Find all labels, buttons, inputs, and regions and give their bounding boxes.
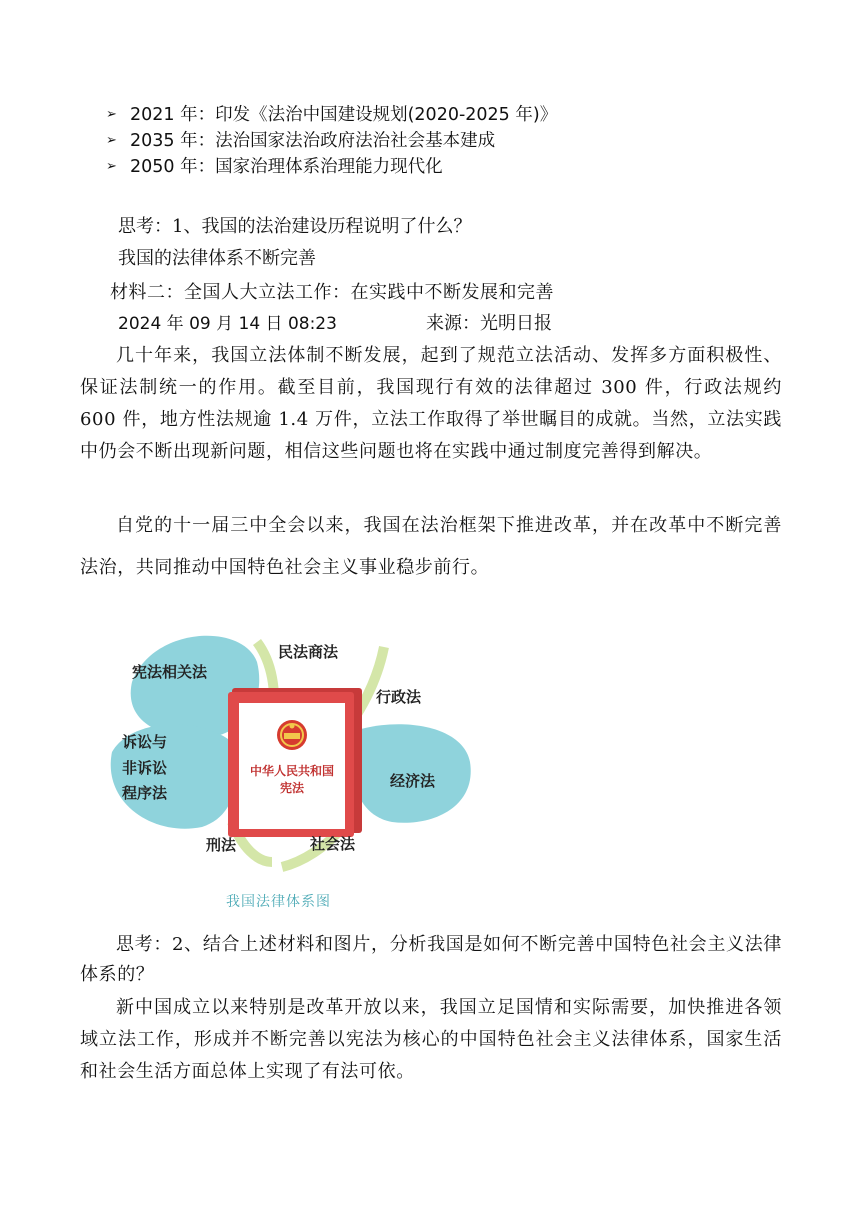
list-item-text: 2021 年：印发《法治中国建设规划(2020-2025 年)》 xyxy=(130,105,558,125)
label-xingzheng: 行政法 xyxy=(376,688,422,706)
material-2-date: 2024 年 09 月 14 日 08:23 xyxy=(118,314,337,334)
arrow-bullet-icon: ➢ xyxy=(106,159,117,174)
timeline-list xyxy=(106,102,557,180)
list-item xyxy=(106,128,557,154)
material-2-title: 材料二：全国人大立法工作：在实践中不断发展和完善 xyxy=(110,282,554,303)
question-2: 思考：2、结合上述材料和图片，分析我国是如何不断完善中国特色社会主义法律体系的？ xyxy=(80,934,782,985)
section-subheading: 我国的法律体系不断完善 xyxy=(118,248,316,269)
label-susong-3: 程序法 xyxy=(122,784,168,802)
legal-system-diagram xyxy=(92,622,492,922)
material-2-source: 来源：光明日报 xyxy=(426,313,552,334)
book-subtitle: 宪法 xyxy=(279,781,305,795)
paragraph-legislation: 几十年来，我国立法体制不断发展，起到了规范立法活动、发挥多方面积极性、保证法制统一的作用。截至目前，我国现行有效的法律超过 300 件，行政法规约 600 件，地方性法规逾 1.4 万件，立法工作取得了举世瞩目的成就。当然，立法实践中仍会不断出现新问题，相信这些问题也将在实践中通过制度完善得到解决。 xyxy=(80,345,782,462)
label-xianfa: 宪法相关法 xyxy=(132,663,208,681)
book-title: 中华人民共和国 xyxy=(249,764,335,778)
national-emblem-icon xyxy=(277,720,307,750)
diagram-caption: 我国法律体系图 xyxy=(226,894,331,910)
label-jingji: 经济法 xyxy=(390,772,436,790)
paragraph-conclusion: 新中国成立以来特别是改革开放以来，我国立足国情和实际需要，加快推进各领域立法工作，形成并不断完善以宪法为核心的中国特色社会主义法律体系，国家生活和社会生活方面总体上实现了有法可依。 xyxy=(80,997,782,1082)
constitution-book xyxy=(228,688,362,837)
arrow-bullet-icon: ➢ xyxy=(106,107,117,122)
label-shehui: 社会法 xyxy=(310,835,356,853)
arrow-bullet-icon: ➢ xyxy=(106,133,117,148)
paragraph-reform: 自党的十一届三中全会以来，我国在法治框架下推进改革，并在改革中不断完善法治，共同推动中国特色社会主义事业稳步前行。 xyxy=(80,515,782,578)
list-item-text: 2050 年：国家治理体系治理能力现代化 xyxy=(130,157,443,177)
label-minfa: 民法商法 xyxy=(278,643,339,661)
list-item xyxy=(106,102,557,128)
label-xingfa: 刑法 xyxy=(206,836,237,854)
label-susong-2: 非诉讼 xyxy=(122,759,168,777)
label-susong-1: 诉讼与 xyxy=(122,733,168,751)
list-item-text: 2035 年：法治国家法治政府法治社会基本建成 xyxy=(130,131,496,151)
list-item xyxy=(106,154,557,180)
question-1: 思考：1、我国的法治建设历程说明了什么？ xyxy=(118,216,472,237)
